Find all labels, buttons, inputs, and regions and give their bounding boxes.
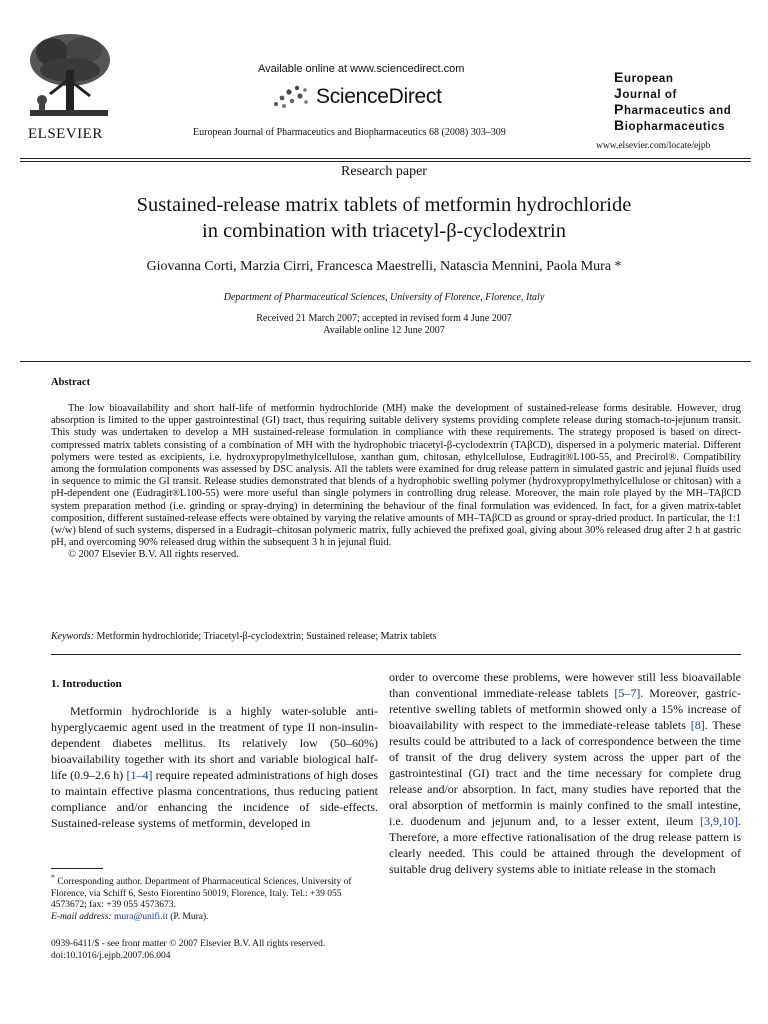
journal-logo-line: Pharmaceutics and bbox=[614, 101, 732, 117]
paragraph bbox=[389, 669, 741, 877]
citation-link[interactable]: [1–4] bbox=[126, 768, 153, 782]
citation-link[interactable]: [5–7] bbox=[614, 686, 641, 700]
section-heading: 1. Introduction bbox=[51, 678, 122, 690]
article-title bbox=[0, 192, 768, 244]
email-suffix: (P. Mura). bbox=[170, 911, 209, 922]
author-list: Giovanna Corti, Marzia Cirri, Francesca Maestrelli, Natascia Mennini, Paola Mura * bbox=[146, 259, 622, 274]
front-matter bbox=[51, 938, 325, 962]
journal-logo-line: Biopharmaceutics bbox=[614, 117, 726, 133]
section-divider bbox=[51, 654, 741, 655]
keywords-list: Metformin hydrochloride; Triacetyl-β-cyclodextrin; Sustained release; Matrix tablets bbox=[96, 631, 437, 642]
journal-logo-line: European bbox=[614, 69, 674, 85]
available-date: Available online 12 June 2007 bbox=[323, 325, 445, 336]
elsevier-tree-icon bbox=[20, 30, 116, 122]
sciencedirect-dots-icon bbox=[272, 84, 310, 110]
paragraph-text: Metformin hydrochloride is a highly water-soluble anti-hyperglycaemic agent used in the treatment of type II non-insulin-dependent diabetes mellitus. Its relatively low (50–60%) bioavailability together with its short and variable biological half-life (0.9–2.6 h) bbox=[51, 704, 378, 782]
sciencedirect-wordmark: ScienceDirect bbox=[316, 85, 442, 108]
issn-line: 0939-6411/$ - see front matter © 2007 Elsevier B.V. All rights reserved. bbox=[51, 939, 326, 949]
footnote-divider bbox=[51, 868, 103, 869]
abstract-copyright: © 2007 Elsevier B.V. All rights reserved. bbox=[68, 549, 239, 561]
paragraph-text: . These results could be attributed to a lack of correspondence between the time of transit of the drug delivery system across the upper part of the gastrointestinal (GI) tract and the time necessary for complete drug release and/or absorption. In fact, many studies have reported that the oral absorption of metformin is mainly confined to the small intestine, i.e. duodenum and jejunum and, to a lesser extent, ileum bbox=[389, 718, 742, 828]
keywords bbox=[51, 631, 436, 642]
journal-citation: European Journal of Pharmaceutics and Biopharmaceutics 68 (2008) 303–309 bbox=[193, 127, 506, 138]
paragraph bbox=[51, 703, 378, 831]
title-line: in combination with triacetyl-β-cyclodextrin bbox=[202, 220, 566, 242]
email-link[interactable]: mura@unifi.it bbox=[113, 911, 168, 922]
elsevier-logo bbox=[20, 30, 132, 142]
paragraph-text: require repeated administrations of high doses to maintain effective plasma concentrations, thus reducing patient compliance and/or enhancing the incidence of side-effects. Sustained-release systems of metformin, developed in bbox=[51, 768, 378, 830]
header-divider bbox=[20, 158, 751, 159]
journal-logo bbox=[614, 70, 731, 134]
paragraph-text: . Moreover, gastric-retentive swelling tablets of metformin showed only a 15% increase of bioavailability with respect to the immediate-release tablets bbox=[389, 686, 741, 732]
journal-logo-line: Journal of bbox=[614, 85, 677, 101]
affiliation: Department of Pharmaceutical Sciences, University of Florence, Florence, Italy bbox=[223, 292, 545, 303]
article-dates bbox=[0, 313, 768, 337]
doi-line[interactable]: doi:10.1016/j.ejpb.2007.06.004 bbox=[51, 951, 171, 961]
received-date: Received 21 March 2007; accepted in revised form 4 June 2007 bbox=[256, 313, 512, 324]
abstract-text: The low bioavailability and short half-life of metformin hydrochloride (MH) make the development of sustained-release forms desirable. However, drug absorption is limited to the upper gastrointestinal (GI) tract, thus requiring suitable delivery systems providing complete release during stomach-to-jejunum transit. This study was undertaken to develop a MH sustained-release formulation in compliance with these requirements. The strategy proposed is based on direct-compressed matrix tablets consisting of a combination of MH with the hydrophobic triacetyl-β-cyclodextrin (TAβCD), dispersed in a polymeric material. Different polymers were tested as excipients, i.e. hydroxypropylmethylcellulose, xanthan gum, chitosan, ethylcellulose, Eudragit®L100-55, and Precirol®. Compatibility among the formulation components was assessed by DSC analysis. All the tablets were examined for drug release pattern in simulated gastric and jejunal fluids used in sequence to mimic the GI transit. Release studies demonstrated that blends of a hydrophobic swelling polymer (hydroxypropylmethylcellulose or chitosan) with a pH-dependent one (Eudragit®L100-55) were more useful than single polymers in controlling drug release. Moreover, the main role played by the MH–TAβCD system preparation method (i.e. grinding or spray-drying) in determining the behaviour of the final formulation was evidenced. In fact, for a given matrix-tablet composition, different sustained-release effects were obtained by varying the relative amounts of MH–TAβCD as ground or spray-dried product. In particular, the 1:1 (w/w) blend of such systems, dispersed in a Eudragit–chitosan polymeric matrix, fully achieved the prefixed goal, giving about 30% released drug after 2 h at gastric pH, and overcoming 90% released drug within the subsequent 3 h in jejunal fluid. bbox=[51, 403, 741, 549]
keywords-label: Keywords: bbox=[51, 631, 94, 642]
sciencedirect-logo bbox=[272, 80, 442, 114]
body-column-right bbox=[389, 669, 741, 877]
citation-link[interactable]: [3,9,10] bbox=[700, 814, 739, 828]
abstract-body bbox=[51, 403, 741, 562]
footnote bbox=[51, 872, 378, 923]
title-line: Sustained-release matrix tablets of metformin hydrochloride bbox=[136, 194, 632, 216]
paragraph-text: . Therefore, a more effective rationalisation of the drug release pattern is clearly needed. This could be attained through the development of suitable drug delivery systems able to initiate release in the stomach bbox=[389, 814, 742, 876]
available-online-text: Available online at www.sciencedirect.com bbox=[258, 63, 465, 75]
header-divider bbox=[20, 161, 751, 162]
journal-url[interactable]: www.elsevier.com/locate/ejpb bbox=[596, 141, 711, 151]
body-column-left bbox=[51, 703, 378, 831]
section-divider bbox=[20, 361, 751, 362]
email-label: E-mail address: bbox=[51, 911, 112, 922]
citation-link[interactable]: [8] bbox=[690, 718, 705, 732]
paragraph-text: order to overcome these problems, were however still less bioavailable than conventional immediate-release tablets bbox=[389, 670, 741, 700]
publisher-name: ELSEVIER bbox=[28, 126, 103, 142]
abstract-heading: Abstract bbox=[51, 377, 91, 388]
footnote-marker: * bbox=[51, 873, 55, 882]
article-type: Research paper bbox=[341, 164, 427, 179]
footnote-text: Corresponding author. Department of Pharmaceutical Sciences, University of Florence, via Schiff 6, Sesto Fiorentino 50019, Florence, Italy. Tel.: +39 055 4573672; fax: +39 055 4573673. bbox=[51, 877, 352, 911]
